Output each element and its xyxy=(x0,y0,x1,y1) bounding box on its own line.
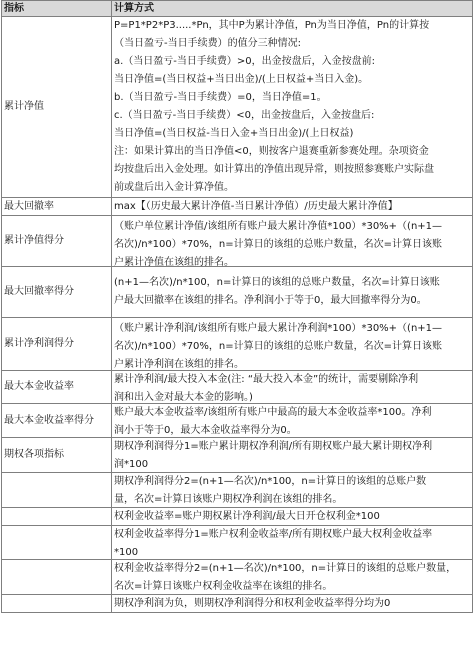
formula-text-line: 名次=计算日该账户权利金收益率在该组的排名。 xyxy=(114,581,333,592)
indicator-name-cell: 累计净利润得分 xyxy=(1,318,112,370)
calculation-method-cell xyxy=(112,595,473,612)
table-header-row xyxy=(1,1,473,17)
calculation-method-cell xyxy=(112,198,473,215)
header-calculation-method: 计算方式 xyxy=(112,1,473,16)
formula-text-line: 名次)/n*100）*70%，n=计算日的该组的总账户数量，名次=计算日该账 xyxy=(114,239,443,250)
formula-text-line: (n+1—名次)/n*100，n=计算日的该组的总账户数量，名次=计算日该账 xyxy=(114,277,440,288)
formula-text-line: 期权净利润得分2=(n+1—名次)/n*100，n=计算日的该组的总账户数 xyxy=(114,476,427,487)
indicator-name-cell: 累计净值得分 xyxy=(1,216,112,266)
formula-text-line: 户最大回撤率在该组的排名。净利润小于等于0，最大回撤率得分为0。 xyxy=(114,295,427,306)
formula-text-line: 前或盘后出入金计算净值。 xyxy=(114,182,234,193)
row-net-profit-score xyxy=(1,318,473,371)
row-nav-score xyxy=(1,216,473,267)
formula-text-line: c.（当日盈亏-当日手续费）<0，出金按盘后，入金按盘后: xyxy=(114,110,375,121)
header-indicator: 指标 xyxy=(1,1,112,16)
formula-text-line: P=P1*P2*P3.....*Pn，其中P为累计净值，Pn为当日净值，Pn的计算按 xyxy=(114,20,430,31)
formula-text-line: （当日盈亏-当日手续费）的值分三种情况: xyxy=(114,38,301,49)
indicator-name-cell xyxy=(1,473,112,507)
indicator-name-cell xyxy=(1,526,112,559)
calculation-method-cell xyxy=(112,508,473,525)
formula-text-line: 量，名次=计算日该账户期权净利润在该组的排名。 xyxy=(114,494,343,505)
calculation-method-cell xyxy=(112,438,473,472)
row-max-principal-return-score xyxy=(1,404,473,438)
row-premium-return-score-1 xyxy=(1,526,473,560)
formula-text-line: 户累计净利润在该组的排名。 xyxy=(114,359,244,370)
formula-text-line: 期权净利润得分1=账户累计期权净利润/所有期权账户最大累计期权净利 xyxy=(114,441,433,452)
formula-text-line: 注：如果计算出的当日净值<0，则按客户退赛重新参赛处理。杂项资金 xyxy=(114,146,429,157)
formula-text-line: 户累计净值在该组的排名。 xyxy=(114,257,234,266)
row-premium-return xyxy=(1,508,473,526)
metrics-table xyxy=(1,0,473,613)
row-max-principal-return xyxy=(1,371,473,404)
formula-text-line: （账户单位累计净值/该组所有账户最大累计净值*100）*30%+（(n+1— xyxy=(114,221,443,232)
formula-text-line: 润和出入金对最大本金的影响。) xyxy=(114,392,253,403)
calculation-method-cell xyxy=(112,267,473,317)
formula-text-line: 权利金收益率=账户期权累计净利润/最大日开仓权利金*100 xyxy=(114,511,380,522)
row-premium-return-score-2 xyxy=(1,560,473,595)
formula-text-line: 累计净利润/最大投入本金(注: “最大投入本金”的统计，需要剔除净利 xyxy=(114,374,419,385)
formula-text-line: 当日净值=(当日权益-当日入金+当日出金)/(上日权益) xyxy=(114,128,354,139)
indicator-name-cell: 最大本金收益率得分 xyxy=(1,404,112,437)
row-cumulative-nav xyxy=(1,17,473,198)
formula-text-line: （账户累计净利润/该组所有账户最大累计净利润*100）*30%+（(n+1— xyxy=(114,323,443,334)
formula-text-line: 润小于等于0，最大本金收益率得分为0。 xyxy=(114,425,297,436)
formula-text-line: max【（历史最大累计净值-当日累计净值）/历史最大累计净值】 xyxy=(114,201,398,212)
row-drawdown-score xyxy=(1,267,473,318)
row-option-negative-rule xyxy=(1,595,473,613)
calculation-method-cell xyxy=(112,473,473,507)
calculation-method-cell xyxy=(112,560,473,594)
calculation-method-cell xyxy=(112,371,473,403)
formula-text-line: 润*100 xyxy=(114,459,149,470)
indicator-name-cell: 最大本金收益率 xyxy=(1,371,112,403)
formula-text-line: 权利金收益率得分1=账户权利金收益率/所有期权账户最大权利金收益率 xyxy=(114,529,433,540)
row-option-metrics xyxy=(1,438,473,473)
formula-text-line: a.（当日盈亏-当日手续费）>0，出金按盘后，入金按盘前: xyxy=(114,56,376,67)
formula-text-line: 当日净值=(当日权益+当日出金)/(上日权益+当日入金)。 xyxy=(114,74,369,85)
calculation-method-cell xyxy=(112,216,473,266)
row-option-profit-score-2 xyxy=(1,473,473,508)
row-max-drawdown xyxy=(1,198,473,216)
formula-text-line: 均按盘后出入金处理。如计算出的净值出现异常，则按照参赛账户实际盘 xyxy=(114,164,434,175)
indicator-name-cell xyxy=(1,560,112,594)
calculation-method-cell xyxy=(112,318,473,370)
indicator-name-cell: 最大回撤率 xyxy=(1,198,112,215)
indicator-name-cell xyxy=(1,508,112,525)
calculation-method-cell xyxy=(112,404,473,437)
formula-text-line: *100 xyxy=(114,547,139,558)
formula-text-line: 权利金收益率得分2=(n+1—名次)/n*100，n=计算日的该组的总账户数量， xyxy=(114,563,457,574)
indicator-name-cell: 期权各项指标 xyxy=(1,438,112,472)
calculation-method-cell xyxy=(112,526,473,559)
formula-text-line: 账户最大本金收益率/该组所有账户中最高的最大本金收益率*100。净利 xyxy=(114,407,432,418)
indicator-name-cell xyxy=(1,595,112,612)
formula-text-line: 期权净利润为负，则期权净利润得分和权利金收益率得分均为0 xyxy=(114,598,391,609)
formula-text-line: 名次)/n*100）*70%，n=计算日的该组的总账户数量，名次=计算日该账 xyxy=(114,341,443,352)
calculation-method-cell xyxy=(112,17,473,197)
indicator-name-cell: 最大回撤率得分 xyxy=(1,267,112,317)
formula-text-line: b.（当日盈亏-当日手续费）=0，当日净值=1。 xyxy=(114,92,327,103)
indicator-name-cell: 累计净值 xyxy=(1,17,112,197)
